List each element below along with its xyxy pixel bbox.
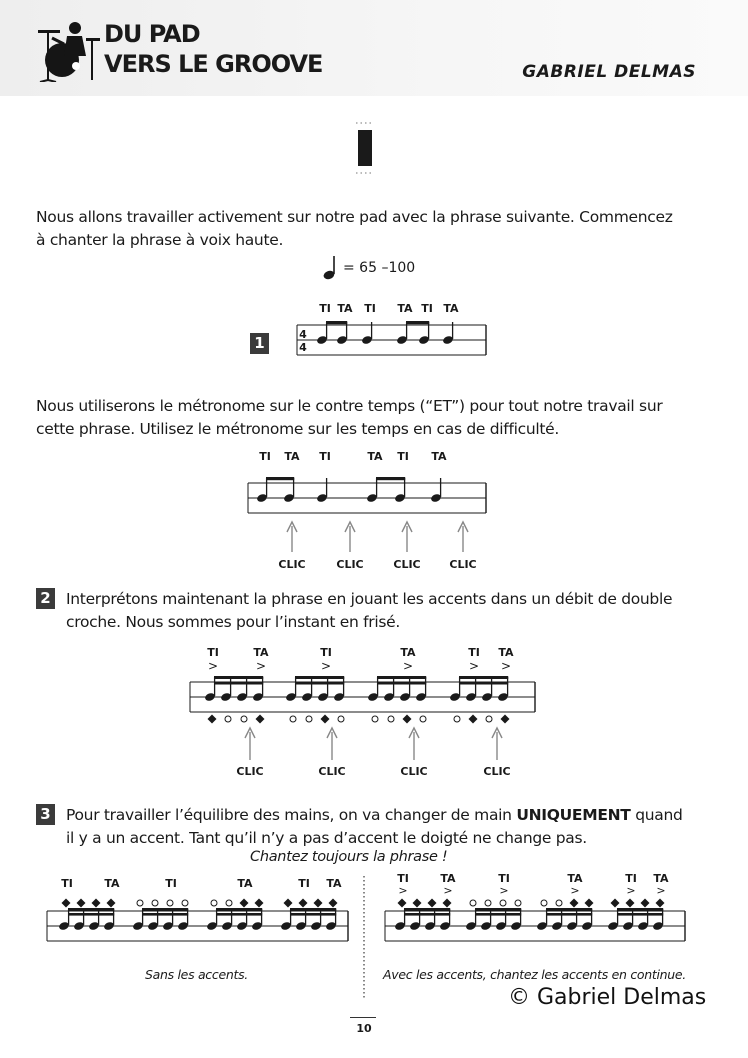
column-divider [363,876,365,1000]
exercise-number-3: 3 [36,804,55,825]
ex3-left-syllable-1: TA [104,877,120,890]
ex2-group-3-beam-top [459,676,508,679]
ex1-syllable-2: TI [364,302,376,315]
ex2-diamond-6 [321,715,330,724]
ex2-diamond-13 [469,715,478,724]
ex3-left-group-2-beam-bottom [216,913,262,916]
ex1-syllable-1: TA [337,302,353,315]
right-caption: Avec les accents, chantez les accents en continue. [383,967,686,982]
metronome-line-1: Nous utiliserons le métronome sur le contre temps (“ET”) pour tout notre travail sur [36,397,663,415]
ex3-right-group-1-beam-bottom [475,913,521,916]
ex2-circle-12 [454,716,460,722]
ex3-left-group-2-beam-top [216,908,262,911]
ex3-right-diamond-2 [428,899,437,908]
exercise-3-instruction: Chantez toujours la phrase ! [250,849,448,865]
ex2-accent-0: > [207,659,219,673]
exercise-number-1: 1 [250,333,269,354]
metro-clic-label-1: CLIC [336,558,364,571]
ex3-left-diamond-15 [329,899,338,908]
ex2-circle-7 [338,716,344,722]
ex2-diamond-15 [501,715,510,724]
ex3-right-accent-0: > [398,884,408,897]
ex3-right-syllable-3: TA [567,872,583,885]
ex3-right-circle-8 [541,900,547,906]
ex3-right-syllable-2: TI [498,872,510,885]
ex3-left-syllable-0: TI [61,877,73,890]
ex2-syllable-2: TI [320,646,332,659]
ex3-left-circle-9 [226,900,232,906]
ex2-clic-label-1: CLIC [318,765,346,778]
ex2-circle-9 [388,716,394,722]
ex3-right-group-3-beam-top [617,908,663,911]
ex3-right-accent-4: > [626,884,636,897]
ex2-accent-2: > [320,659,332,673]
ex3-right-circle-9 [556,900,562,906]
ex3-right-group-2-beam-bottom [546,913,592,916]
metro-syllable-1: TA [284,450,300,463]
metro-syllable-2: TI [319,450,331,463]
copyright-watermark: © Gabriel Delmas [508,985,707,1010]
ex2-syllable-4: TI [468,646,480,659]
ex3-left-diamond-0 [62,899,71,908]
ex3-right-group-0-beam-top [404,908,450,911]
metro-clic-label-0: CLIC [278,558,306,571]
left-caption: Sans les accents. [145,967,248,982]
ex3-right-syllable-0: TI [397,872,409,885]
ex2-diamond-3 [256,715,265,724]
ex3-left-circle-8 [211,900,217,906]
ex3-left-group-1-beam-top [142,908,188,911]
ex2-circle-5 [306,716,312,722]
ex3-right-diamond-1 [413,899,422,908]
ex2-group-1-beam-top [295,676,344,679]
ex2-accent-1: > [255,659,267,673]
ex3-left-group-0-beam-top [68,908,114,911]
ex3-left-diamond-10 [240,899,249,908]
exercise-3-line-1 [66,804,696,826]
metro-syllable-5: TA [431,450,447,463]
ex3-right-group-1-beam-top [475,908,521,911]
ex3-left-syllable-5: TA [326,877,342,890]
exercise-2-line-1: Interprétons maintenant la phrase en jouant les accents dans un débit de double [66,590,673,608]
ex1-time-sig-top: 4 [299,328,307,341]
ex3-right-circle-5 [485,900,491,906]
ex2-syllable-5: TA [498,646,514,659]
ex3-left-syllable-4: TI [298,877,310,890]
ex2-group-2-beam-bottom [377,682,426,685]
ex3-right-circle-7 [515,900,521,906]
ex3-left-diamond-12 [284,899,293,908]
ex2-group-2-beam-top [377,676,426,679]
ex2-accent-4: > [468,659,480,673]
ex3-right-diamond-13 [626,899,635,908]
ex2-diamond-0 [208,715,217,724]
ex3-right-diamond-11 [585,899,594,908]
metro-clic-label-3: CLIC [449,558,477,571]
ex3-right-accent-1: > [443,884,453,897]
ex2-syllable-1: TA [253,646,269,659]
ex2-circle-2 [241,716,247,722]
ex3-left-group-1-beam-bottom [142,913,188,916]
ex2-circle-11 [420,716,426,722]
ex1-beam-0 [326,321,347,324]
exercise-3-emphasis: UNIQUEMENT [516,806,631,824]
ex3-right-diamond-14 [641,899,650,908]
ex2-accent-3: > [402,659,414,673]
exercise-3-line-1-start: Pour travailler l’équilibre des mains, on va changer de main [66,806,517,824]
ex3-right-syllable-1: TA [440,872,456,885]
ex3-right-circle-4 [470,900,476,906]
ex3-right-syllable-4: TI [625,872,637,885]
ex2-group-1-beam-bottom [295,682,344,685]
author-name: GABRIEL DELMAS [522,62,696,82]
ex3-left-syllable-2: TI [165,877,177,890]
ex1-syllable-4: TI [421,302,433,315]
page-number-rule [350,1017,376,1018]
ex3-left-circle-7 [182,900,188,906]
exercise-2-line-2: croche. Nous sommes pour l’instant en frisé. [66,613,401,631]
ex3-right-group-3-beam-bottom [617,913,663,916]
ex3-right-diamond-3 [443,899,452,908]
page-number: 10 [356,1022,372,1035]
intro-line-1: Nous allons travailler activement sur notre pad avec la phrase suivante. Commencez [36,208,673,226]
ex3-right-diamond-0 [398,899,407,908]
ex2-syllable-3: TA [400,646,416,659]
ex1-syllable-3: TA [397,302,413,315]
metro-syllable-4: TI [397,450,409,463]
ex2-accent-5: > [500,659,512,673]
ex3-left-group-3-beam-top [290,908,336,911]
intro-line-2: à chanter la phrase à voix haute. [36,231,284,249]
ex2-syllable-0: TI [207,646,219,659]
ex3-right-diamond-15 [656,899,665,908]
metro-syllable-3: TA [367,450,383,463]
ex2-clic-label-3: CLIC [483,765,511,778]
ex2-group-0-beam-bottom [214,682,263,685]
ex2-circle-4 [290,716,296,722]
ex3-right-group-0-beam-bottom [404,913,450,916]
ex3-left-group-3-beam-bottom [290,913,336,916]
ex3-right-group-2-beam-top [546,908,592,911]
ex3-right-accent-2: > [499,884,509,897]
exercise-3-line-1-end: quand [630,806,683,824]
metro-beam-1 [376,477,405,480]
ex3-left-diamond-14 [314,899,323,908]
metro-clic-label-2: CLIC [393,558,421,571]
ex2-clic-label-0: CLIC [236,765,264,778]
ex3-right-syllable-5: TA [653,872,669,885]
ex2-circle-8 [372,716,378,722]
ex3-left-syllable-3: TA [237,877,253,890]
ex3-right-accent-3: > [570,884,580,897]
ex3-right-diamond-10 [570,899,579,908]
ex3-left-circle-4 [137,900,143,906]
exercise-number-2: 2 [36,588,55,609]
logo-title-line2: VERS LE GROOVE [104,50,323,78]
ex2-group-0-beam-top [214,676,263,679]
ex1-time-sig-bottom: 4 [299,341,307,354]
ex3-left-diamond-1 [77,899,86,908]
exercise-3-line-2: il y a un accent. Tant qu’il n’y a pas d’accent le doigté ne change pas. [66,829,587,847]
ex3-left-circle-6 [167,900,173,906]
ex2-circle-1 [225,716,231,722]
ex3-left-circle-5 [152,900,158,906]
logo-title-line1: DU PAD [104,20,200,48]
ex2-diamond-10 [403,715,412,724]
ex3-left-group-0-beam-bottom [68,913,114,916]
ex1-syllable-0: TI [319,302,331,315]
ex3-right-accent-5: > [656,884,666,897]
ex3-left-diamond-13 [299,899,308,908]
ex2-clic-label-2: CLIC [400,765,428,778]
ex2-group-3-beam-bottom [459,682,508,685]
metronome-line-2: cette phrase. Utilisez le métronome sur les temps en cas de difficulté. [36,420,560,438]
metro-beam-0 [266,477,294,480]
ex3-left-diamond-3 [107,899,116,908]
ex3-right-diamond-12 [611,899,620,908]
ex2-circle-14 [486,716,492,722]
metro-syllable-0: TI [259,450,271,463]
ex1-syllable-5: TA [443,302,459,315]
ex3-right-circle-6 [500,900,506,906]
ex3-left-diamond-2 [92,899,101,908]
tempo-marking: = 65 –100 [343,260,416,276]
ex1-beam-1 [406,321,429,324]
ex3-left-diamond-11 [255,899,264,908]
